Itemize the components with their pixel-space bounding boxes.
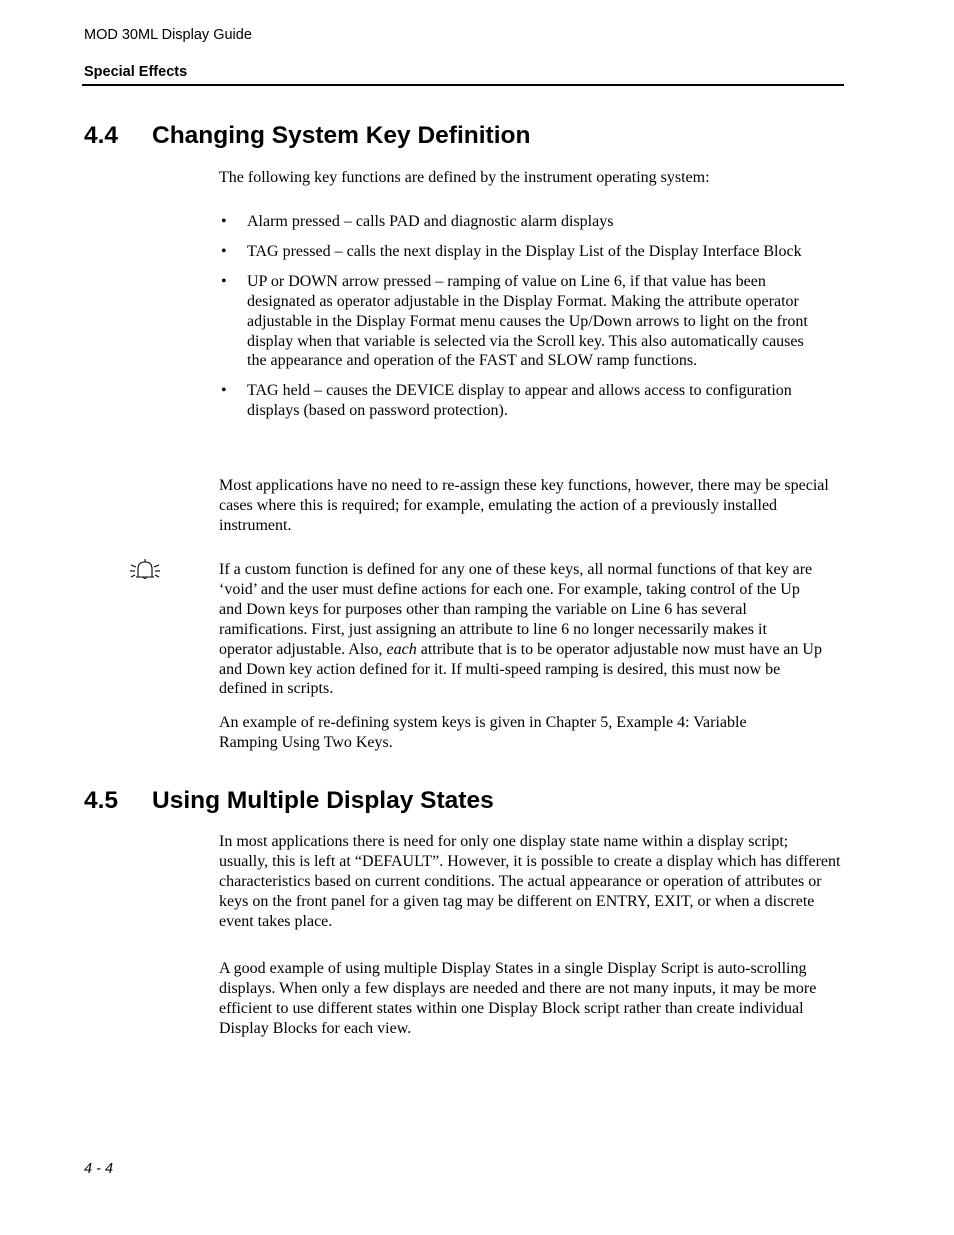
bullet-icon: •: [221, 213, 227, 230]
section-4-5-title: Using Multiple Display States: [152, 787, 494, 814]
section-4-4-title: Changing System Key Definition: [152, 122, 531, 149]
list-item: [219, 242, 819, 262]
page-number: 4 - 4: [84, 1161, 114, 1177]
list-item-text: Alarm pressed – calls PAD and diagnostic alarm displays: [247, 213, 614, 230]
list-item-text: TAG held – causes the DEVICE display to appear and allows access to configuration displays (based on password protection).: [247, 382, 792, 420]
section-4-4-number: 4.4: [84, 122, 119, 149]
list-item: [219, 381, 819, 421]
list-item: [219, 212, 819, 232]
states-paragraph-1: [219, 832, 841, 932]
intro-paragraph: The following key functions are defined by the instrument operating system:: [219, 169, 710, 186]
bullet-icon: •: [221, 242, 227, 260]
bell-icon: [128, 556, 162, 582]
section-4-4-intro: [219, 168, 841, 188]
reassign-paragraph: [219, 476, 841, 536]
example-text: An example of re-defining system keys is given in Chapter 5, Example 4: Variable Ramping Using Two Keys.: [219, 714, 747, 751]
header-divider: [82, 84, 844, 86]
states-text-1: In most applications there is need for only one display state name within a display script; usually, this is left at “DEFAULT”. However, it is possible to create a display which has different characteristics based on current conditions. The actual appearance or operation of attributes or keys on the front panel for a given tag may be different on ENTRY, EXIT, or when a discrete event takes place.: [219, 833, 841, 930]
reassign-text: Most applications have no need to re-assign these key functions, however, there may be special cases where this is required; for example, emulating the action of a previously installed instrument.: [219, 477, 829, 534]
section-header: Special Effects: [84, 64, 188, 80]
section-4-5-number: 4.5: [84, 787, 119, 814]
note-paragraph: [219, 560, 824, 699]
document-title: MOD 30ML Display Guide: [84, 27, 252, 43]
example-paragraph: [219, 713, 809, 753]
bullet-icon: •: [221, 382, 227, 400]
states-text-2: A good example of using multiple Display States in a single Display Script is auto-scrolling displays. When only a few displays are needed and there are not many inputs, it may be more efficient to use different states within one Display Block script rather than create individual Display Blocks for each view.: [219, 960, 817, 1037]
bullet-icon: •: [221, 272, 227, 290]
states-paragraph-2: [219, 959, 841, 1039]
note-text-part2: attribute that is to be operator adjustable now must have an Up and Down key action defined for it. If multi-speed ramping is desired, this must now be defined in scripts.: [219, 640, 822, 698]
note-text-part1: If a custom function is defined for any one of these keys, all normal functions of that key are ‘void’ and the user must define actions for each one. For example, taking control of the Up and Down keys for purposes other than ramping the variable on Line 6 has several ramifications. First, just assigning an attribute to line 6 no longer necessarily makes it operator adjustable. Also,: [219, 561, 813, 658]
note-emphasis: each: [386, 640, 417, 658]
key-function-list: [219, 212, 819, 431]
note-text: [219, 560, 824, 699]
list-item-text: UP or DOWN arrow pressed – ramping of value on Line 6, if that value has been designated as operator adjustable in the Display Format. Making the attribute operator adjustable in the Display Format menu causes the Up/Down arrows to light on the front display when that variable is selected via the Scroll key. This also automatically causes the appearance and operation of the FAST and SLOW ramp functions.: [247, 272, 808, 370]
list-item-text: TAG pressed – calls the next display in the Display List of the Display Interface Block: [247, 242, 802, 260]
list-item: [219, 272, 819, 372]
